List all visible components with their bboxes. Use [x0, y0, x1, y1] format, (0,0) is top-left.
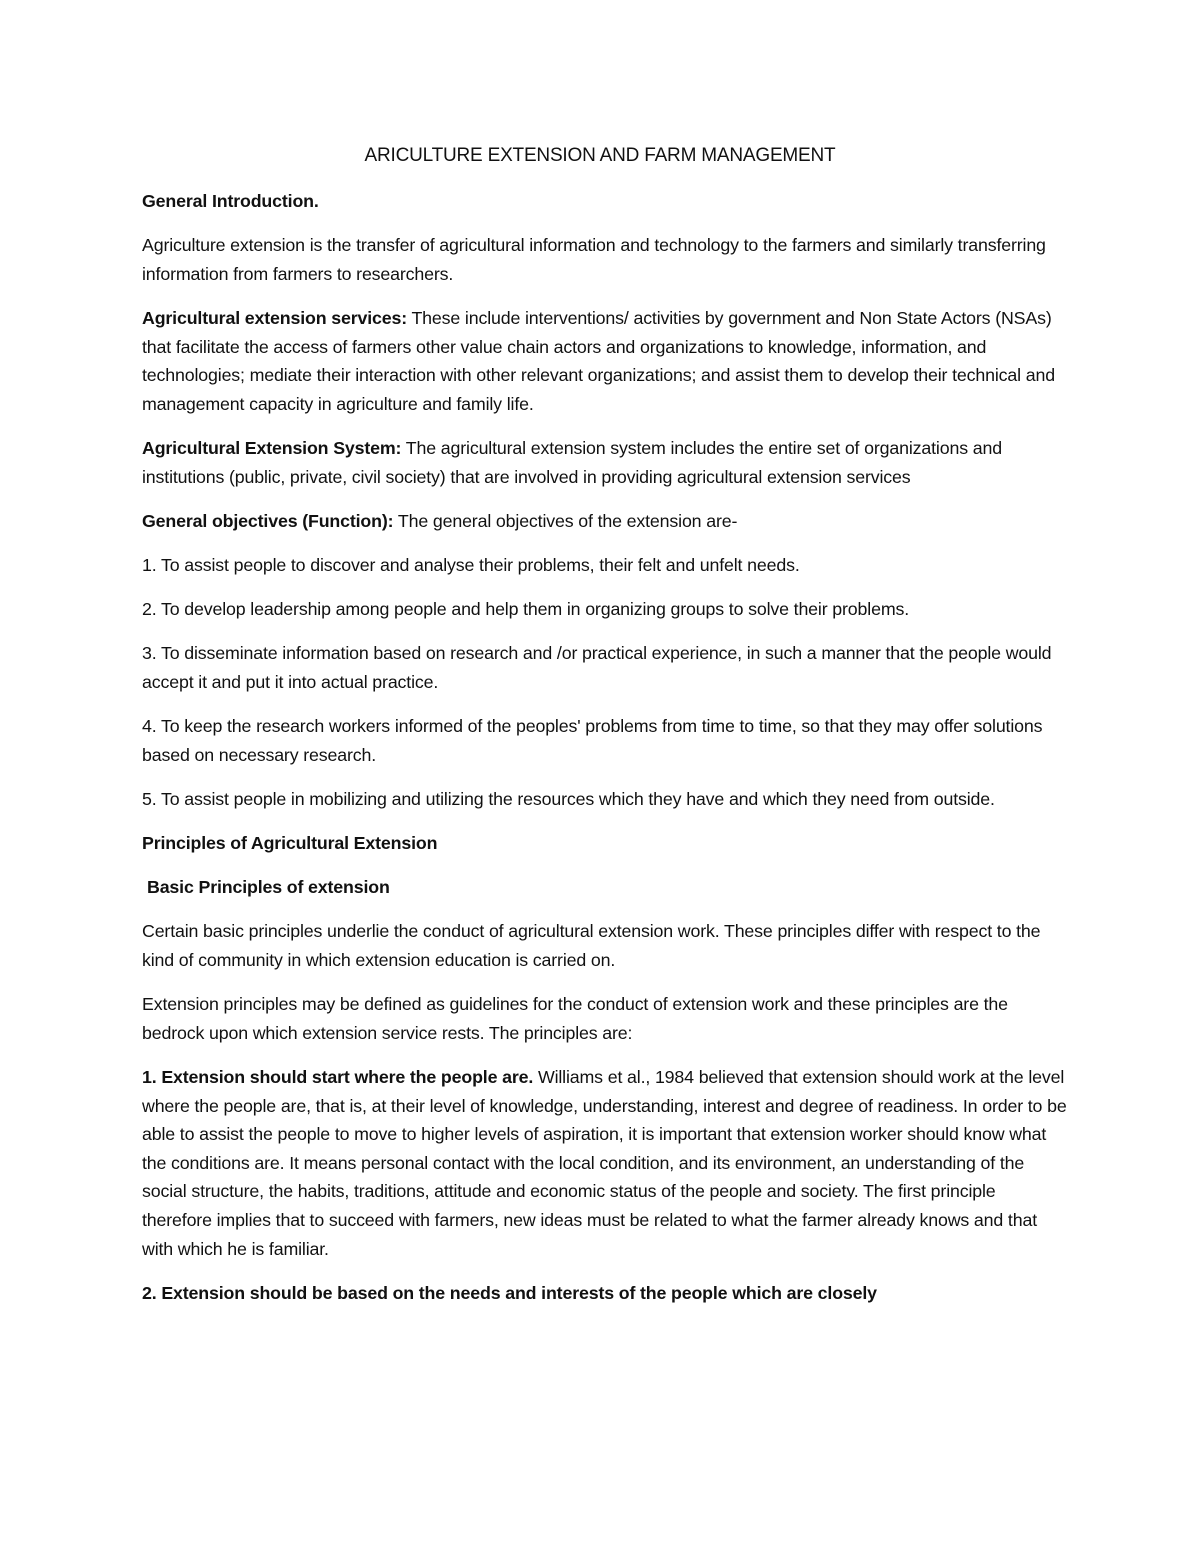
system-term: Agricultural Extension System: [142, 437, 402, 458]
system-paragraph [142, 434, 1067, 491]
general-intro-heading: General Introduction. [142, 191, 319, 211]
services-text: These include interventions/ activities by government and Non State Actors (NSAs) that facilitate the access of farmers other value chain actors and organizations to knowledge, information, and technologies; mediate their interaction with other relevant organizations; and assist them to develop their technical and management capacity in agriculture and family life. [142, 307, 1055, 414]
objective-item: 4. To keep the research workers informed of the peoples' problems from time to time, so that they may offer solutions based on necessary research. [142, 716, 1043, 765]
objective-item: 1. To assist people to discover and analyse their problems, their felt and unfelt needs. [142, 554, 800, 575]
principle-2-paragraph [142, 1279, 1067, 1308]
services-paragraph [142, 304, 1067, 418]
principles-heading: Principles of Agricultural Extension [142, 833, 438, 854]
objective-item: 2. To develop leadership among people and help them in organizing groups to solve their problems. [142, 599, 910, 620]
principle-1-text: Williams et al., 1984 believed that extension should work at the level where the people are, that is, at their level of knowledge, understanding, interest and degree of readiness. In order to be able to assist the people to move to higher levels of aspiration, it is important that extension worker should know what the conditions are. It means personal contact with the local condition, and its environment, an understanding of the social structure, the habits, traditions, attitude and economic status of the people and society. The first principle therefore implies that to succeed with farmers, new ideas must be related to what the farmer already knows and that with which he is familiar. [142, 1066, 1067, 1259]
objectives-term: General objectives (Function): [142, 510, 394, 531]
principle-2-term: 2. Extension should be based on the needs and interests of the people which are closely [142, 1282, 877, 1303]
basic-principles-subheading: Basic Principles of extension [147, 877, 390, 898]
principle-1-paragraph [142, 1063, 1067, 1263]
principle-1-term: 1. Extension should start where the people are. [142, 1066, 534, 1087]
principles-intro-1: Certain basic principles underlie the conduct of agricultural extension work. These principles differ with respect to the kind of community in which extension education is carried on. [142, 921, 1041, 970]
objective-item: 3. To disseminate information based on research and /or practical experience, in such a manner that the people would accept it and put it into actual practice. [142, 643, 1052, 692]
document-body [142, 187, 1067, 1323]
system-text: The agricultural extension system includes the entire set of organizations and institutions (public, private, civil society) that are involved in providing agricultural extension services [142, 437, 1002, 487]
general-intro-paragraph: Agriculture extension is the transfer of agricultural information and technology to the farmers and similarly transferring information from farmers to researchers. [142, 235, 1046, 284]
services-term: Agricultural extension services: [142, 307, 407, 328]
document-title: ARICULTURE EXTENSION AND FARM MANAGEMENT [364, 145, 836, 166]
objectives-text: The general objectives of the extension are- [393, 510, 738, 531]
principles-intro-2: Extension principles may be defined as guidelines for the conduct of extension work and these principles are the bedrock upon which extension service rests. The principles are: [142, 994, 1008, 1043]
objective-item: 5. To assist people in mobilizing and utilizing the resources which they have and which they need from outside. [142, 788, 995, 809]
objectives-paragraph [142, 507, 1067, 536]
